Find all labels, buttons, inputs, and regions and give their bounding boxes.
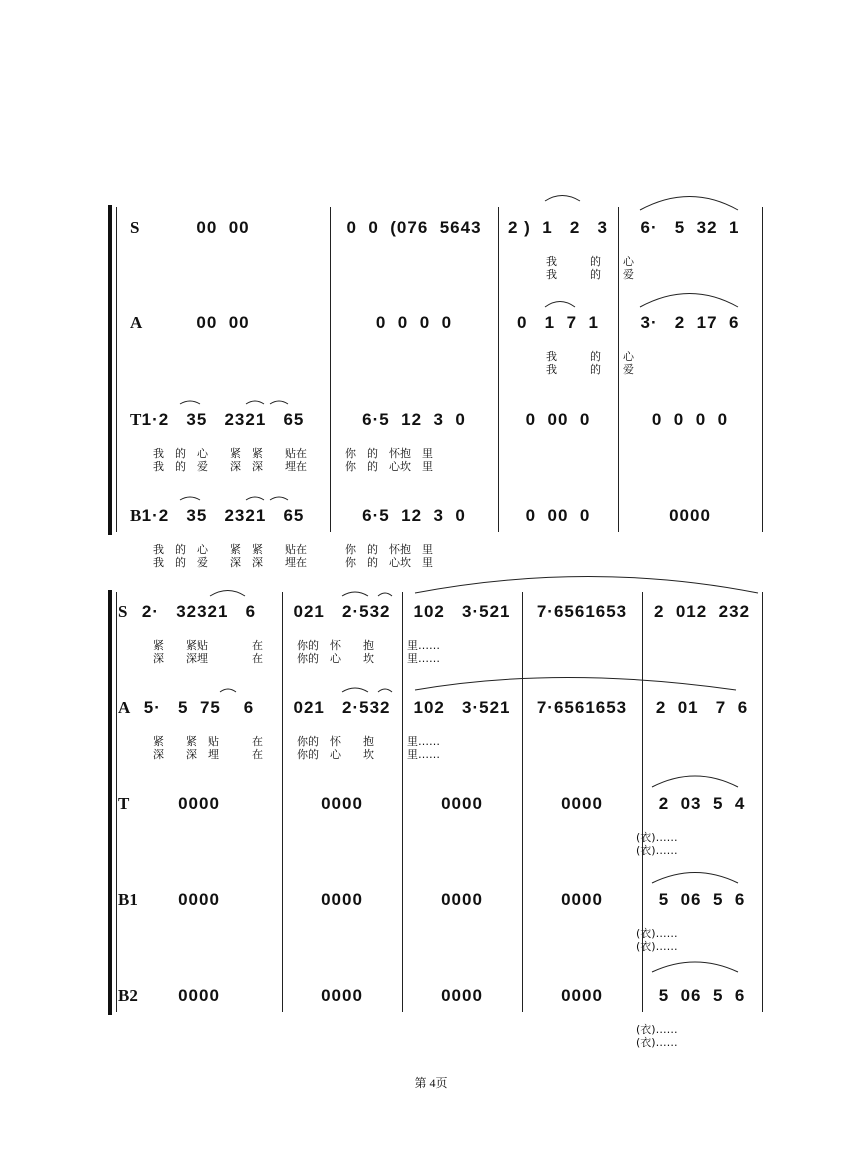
measure-notes: 0000 bbox=[321, 794, 363, 813]
measure-notes: 2· 32321 6 bbox=[141, 602, 257, 621]
lyric-line: 我 的 心 bbox=[513, 350, 634, 363]
measure-notes: 7·6561653 bbox=[536, 602, 628, 621]
measure-notes: 0000 bbox=[441, 890, 483, 909]
slur bbox=[210, 591, 245, 597]
slur bbox=[652, 962, 738, 972]
voice-label: T bbox=[118, 794, 130, 813]
measure-notes: 2 01 7 6 bbox=[655, 698, 749, 717]
lyric-line: 里…… bbox=[407, 639, 440, 652]
lyric-line: 你的 心 坎 bbox=[297, 748, 374, 761]
barline bbox=[762, 592, 763, 1012]
page-number: 第 4页 bbox=[414, 1076, 448, 1090]
measure-notes: 6· 5 32 1 bbox=[640, 218, 740, 237]
lyric-line: 深 深埋 在 bbox=[131, 652, 263, 665]
measure-notes: 0000 bbox=[561, 986, 603, 1005]
lyric-line: (衣)…… bbox=[636, 1023, 678, 1036]
barline bbox=[282, 592, 283, 1012]
measure-notes: 0 0 0 0 bbox=[375, 313, 453, 332]
measure-notes: 0000 bbox=[178, 794, 220, 813]
measure-notes: 0000 bbox=[441, 986, 483, 1005]
slur bbox=[246, 401, 264, 404]
measure-notes: 2 012 232 bbox=[653, 602, 751, 621]
lyric-line: 你 的 怀抱 里 bbox=[345, 543, 433, 556]
measure-notes: 0 1 7 1 bbox=[517, 313, 599, 332]
measure-notes: 0000 bbox=[178, 986, 220, 1005]
voice-label: B bbox=[130, 506, 142, 525]
measure-notes: 021 2·532 bbox=[293, 698, 391, 717]
slur bbox=[220, 689, 236, 692]
measure-notes: 5· 5 75 6 bbox=[143, 698, 255, 717]
lyric-line: 我 的 爱 bbox=[513, 268, 634, 281]
slur bbox=[545, 302, 575, 308]
slur bbox=[378, 593, 392, 596]
lyric-line: 我 的 心 bbox=[513, 255, 634, 268]
slur bbox=[545, 196, 580, 202]
barline bbox=[116, 592, 117, 1012]
lyric-line: 紧 紧 贴 在 bbox=[131, 735, 263, 748]
lyric-line: (衣)…… bbox=[636, 1036, 678, 1049]
measure-notes: 3· 2 17 6 bbox=[640, 313, 740, 332]
slur bbox=[180, 497, 200, 500]
measure-notes: 021 2·532 bbox=[293, 602, 391, 621]
measure-notes: 0000 bbox=[321, 986, 363, 1005]
slur bbox=[652, 776, 738, 787]
lyric-line: 我 的 爱 深 深 埋在 bbox=[131, 556, 307, 569]
lyric-line: 你的 怀 抱 bbox=[297, 735, 374, 748]
lyric-line: 你 的 心坎 里 bbox=[345, 556, 433, 569]
lyric-line: 你的 怀 抱 bbox=[297, 639, 374, 652]
system-bracket bbox=[108, 205, 112, 535]
lyric-line: 我 的 心 紧 紧 贴在 bbox=[131, 447, 307, 460]
barline bbox=[498, 207, 499, 532]
measure-notes: 0000 bbox=[178, 890, 220, 909]
voice-label: B1 bbox=[118, 890, 138, 909]
lyric-line: 我 的 心 紧 紧 贴在 bbox=[131, 543, 307, 556]
measure-notes: 0 00 0 bbox=[525, 506, 591, 525]
measure-notes: 6·5 12 3 0 bbox=[362, 506, 466, 525]
voice-label: A bbox=[130, 313, 143, 332]
measure-notes: 1·2 35 2321 65 bbox=[141, 410, 305, 429]
lyric-line: 里…… bbox=[407, 735, 440, 748]
barline bbox=[116, 207, 117, 532]
measure-notes: 5 06 5 6 bbox=[658, 986, 746, 1005]
measure-notes: 102 3·521 bbox=[413, 602, 511, 621]
voice-label: T bbox=[130, 410, 142, 429]
measure-notes: 0000 bbox=[321, 890, 363, 909]
measure-notes: 0 00 0 bbox=[525, 410, 591, 429]
lyric-line: (衣)…… bbox=[636, 831, 678, 844]
measure-notes: 7·6561653 bbox=[536, 698, 628, 717]
measure-notes: 6·5 12 3 0 bbox=[362, 410, 466, 429]
measure-notes: 2 ) 1 2 3 bbox=[508, 218, 608, 237]
slur bbox=[180, 401, 200, 404]
barline bbox=[762, 207, 763, 532]
lyric-line: 紧 紧贴 在 bbox=[131, 639, 263, 652]
measure-notes: 1·2 35 2321 65 bbox=[141, 506, 305, 525]
measure-notes: 2 03 5 4 bbox=[658, 794, 746, 813]
slur bbox=[415, 577, 758, 594]
lyric-line: 里…… bbox=[407, 748, 440, 761]
slur bbox=[342, 592, 368, 596]
slur bbox=[270, 497, 288, 500]
barline bbox=[402, 592, 403, 1012]
slur bbox=[270, 401, 288, 404]
measure-notes: 5 06 5 6 bbox=[658, 890, 746, 909]
lyric-line: (衣)…… bbox=[636, 927, 678, 940]
measure-notes: 00 00 bbox=[196, 313, 250, 332]
measure-notes: 0000 bbox=[561, 890, 603, 909]
slur bbox=[652, 873, 738, 884]
lyric-line: 深 深 埋 在 bbox=[131, 748, 263, 761]
slur bbox=[246, 497, 264, 500]
lyric-line: (衣)…… bbox=[636, 940, 678, 953]
voice-label: B2 bbox=[118, 986, 138, 1005]
lyric-line: 我 的 爱 bbox=[513, 363, 634, 376]
voice-label: S bbox=[118, 602, 128, 621]
lyric-line: 你 的 怀抱 里 bbox=[345, 447, 433, 460]
slur bbox=[415, 678, 736, 691]
voice-label: A bbox=[118, 698, 131, 717]
measure-notes: 102 3·521 bbox=[413, 698, 511, 717]
lyric-line: 我 的 爱 深 深 埋在 bbox=[131, 460, 307, 473]
measure-notes: 0000 bbox=[561, 794, 603, 813]
barline bbox=[522, 592, 523, 1012]
measure-notes: 00 00 bbox=[196, 218, 250, 237]
barline bbox=[330, 207, 331, 532]
slur bbox=[342, 688, 368, 692]
lyric-line: 你 的 心坎 里 bbox=[345, 460, 433, 473]
voice-label: S bbox=[130, 218, 140, 237]
system-bracket bbox=[108, 590, 112, 1015]
slur bbox=[640, 197, 738, 211]
measure-notes: 0000 bbox=[669, 506, 711, 525]
lyric-line: 你的 心 坎 bbox=[297, 652, 374, 665]
slur bbox=[640, 294, 738, 308]
measure-notes: 0 0 0 0 bbox=[651, 410, 729, 429]
measure-notes: 0 0 (076 5643 bbox=[346, 218, 482, 237]
lyric-line: 里…… bbox=[407, 652, 440, 665]
lyric-line: (衣)…… bbox=[636, 844, 678, 857]
slur bbox=[378, 689, 392, 692]
measure-notes: 0000 bbox=[441, 794, 483, 813]
